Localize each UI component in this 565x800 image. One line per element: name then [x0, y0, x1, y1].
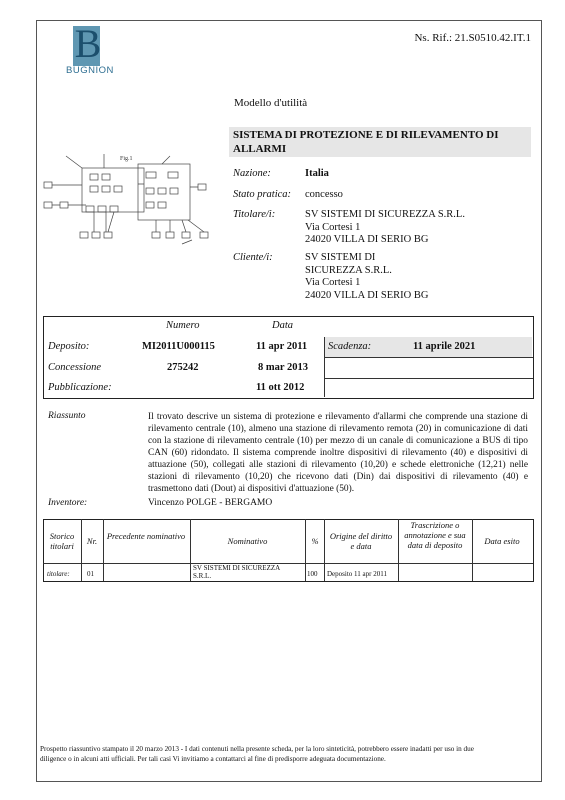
- patent-drawing: [42, 148, 220, 248]
- row-origine: Deposito 11 apr 2011: [327, 570, 387, 578]
- nazione-value: Italia: [305, 168, 329, 179]
- history-col-divider: [103, 519, 104, 581]
- row-titolare: titolare:: [47, 570, 70, 578]
- scadenza-data: 11 aprile 2021: [413, 341, 476, 352]
- concessione-label: Concessione: [48, 362, 102, 373]
- pubblicazione-label: Pubblicazione:: [48, 382, 112, 393]
- inventor-value: Vincenzo POLGE - BERGAMO: [148, 498, 273, 508]
- figure-label: Fig.1: [120, 156, 133, 162]
- deposito-numero: MI2011U000115: [142, 341, 215, 352]
- th-nominativo: Nominativo: [227, 536, 268, 546]
- cliente-label: Cliente/i:: [233, 252, 273, 263]
- footer-line: diligence o in alcuni atti ufficiali. Per tali casi Vi invitiamo a contattarci al fine di predisporre adeguata documentazione.: [40, 755, 386, 763]
- history-col-divider: [472, 519, 473, 581]
- titolare-line: Via Cortesi 1: [305, 221, 361, 233]
- pubblicazione-data: 11 ott 2012: [256, 382, 305, 393]
- th-trascrizione: Trascrizione o annotazione e sua data di deposito: [404, 520, 466, 550]
- th-origine: Origine del diritto e data: [329, 531, 393, 551]
- cliente-line: Via Cortesi 1: [305, 277, 361, 288]
- logo-text: BUGNION: [66, 65, 114, 76]
- cliente-line: SV SISTEMI DI: [305, 252, 376, 263]
- th-data-esito: Data esito: [484, 536, 520, 546]
- col-data: Data: [272, 320, 293, 331]
- row-nr: 01: [87, 570, 94, 578]
- history-col-divider: [398, 519, 399, 581]
- footer-line: Prospetto riassuntivo stampato il 20 marzo 2013 - I dati contenuti nella presente scheda, per la loro sinteticità, potrebbero essere inadatti per uso in due: [40, 745, 474, 753]
- deposito-label: Deposito:: [48, 341, 90, 352]
- scadenza-label: Scadenza:: [328, 341, 372, 352]
- titolare-address: [305, 209, 465, 247]
- filing-divider: [324, 337, 325, 397]
- filing-row-line: [324, 378, 533, 379]
- nazione-label: Nazione:: [233, 168, 271, 179]
- footer-note: [40, 744, 540, 764]
- th-storico: Storico titolari: [49, 531, 75, 551]
- logo-letter: B: [74, 21, 102, 66]
- deposito-data: 11 apr 2011: [256, 341, 308, 352]
- abstract-label: Riassunto: [48, 411, 86, 421]
- document-title: SISTEMA DI PROTEZIONE E DI RILEVAMENTO DI ALLARMI: [233, 129, 499, 155]
- history-col-divider: [81, 519, 82, 581]
- th-nr: Nr.: [86, 536, 98, 546]
- stato-value: concesso: [305, 189, 343, 200]
- concessione-numero: 275242: [167, 362, 199, 373]
- row-nominativo: SV SISTEMI DI SICUREZZA S.R.L.: [193, 564, 280, 580]
- cliente-line: 24020 VILLA DI SERIO BG: [305, 289, 429, 301]
- history-col-divider: [324, 519, 325, 581]
- document-kind: Modello d'utilità: [234, 97, 308, 109]
- cliente-address: [305, 252, 428, 302]
- row-percent: 100: [307, 570, 318, 578]
- titolare-line: SV SISTEMI DI SICUREZZA S.R.L.: [305, 209, 465, 220]
- reference-number: Ns. Rif.: 21.S0510.42.IT.1: [414, 32, 531, 44]
- titolare-label: Titolare/i:: [233, 209, 276, 220]
- th-percent: %: [311, 536, 319, 546]
- titolare-line: 24020 VILLA DI SERIO BG: [305, 234, 429, 245]
- abstract-text: Il trovato descrive un sistema di protezione e rilevamento d'allarmi che comprende una stazione di rilevamento centrale (10), almeno una stazione di rilevamento remota (20) in comunicazione di dati con la stazione di rilevamento centrale (10) per mezzo di un canale di comunicazione a BUS di tipo CAN (60) ridondato. Il sistema comprende inoltre dispositivi di rilevamento (40) e dispositivi di attuazione (50), collegati alle stazioni di rilevamento (10,20) e schede elettroniche (12,21) nelle stazioni di rilevamento (10,20) che ricevono dati (Din) dai dispositivi di rilevamento (40) e trasmettono dati (Dout) ai dispositivi d'attuazione (50).: [148, 412, 528, 494]
- filing-row-line: [324, 357, 533, 358]
- concessione-data: 8 mar 2013: [258, 362, 308, 373]
- cliente-line: SICUREZZA S.R.L.: [305, 264, 392, 276]
- col-numero: Numero: [166, 320, 200, 331]
- history-col-divider: [305, 519, 306, 581]
- th-precedente: Precedente nominativo: [106, 531, 186, 541]
- stato-label: Stato pratica:: [233, 189, 292, 200]
- circuit-diagram-image: [42, 148, 220, 248]
- inventor-label: Inventore:: [48, 498, 88, 508]
- history-col-divider: [190, 519, 191, 581]
